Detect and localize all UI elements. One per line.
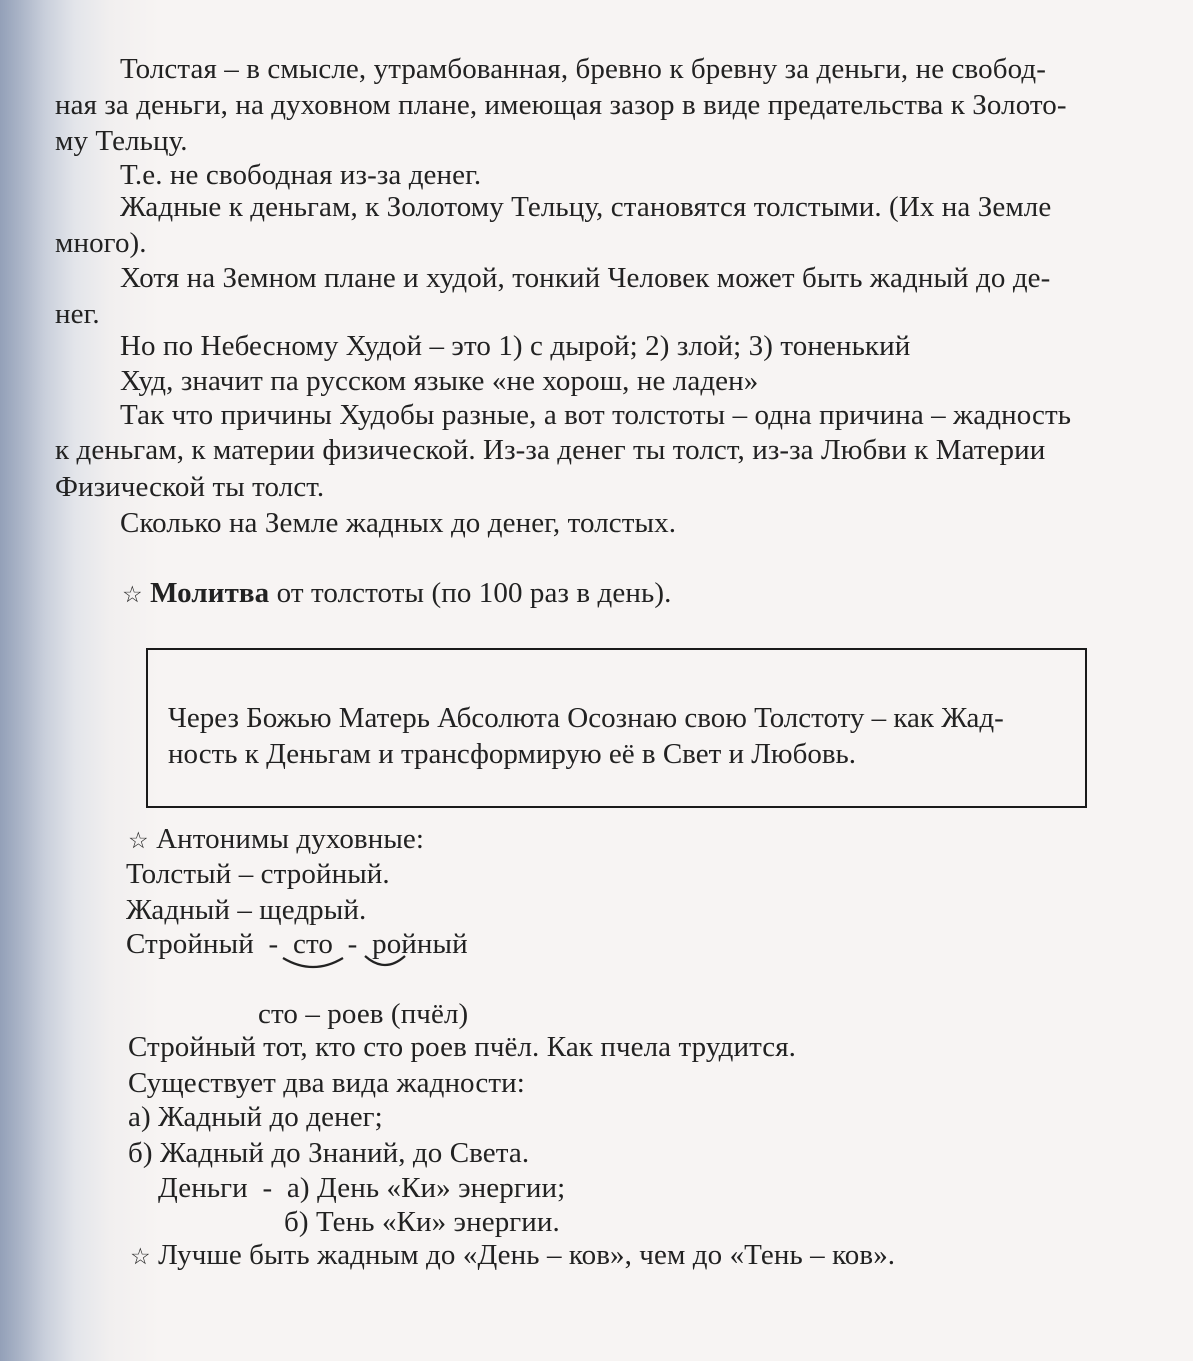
text-line: Толстый – стройный. (126, 858, 390, 890)
text-line: му Тельцу. (55, 125, 188, 157)
prayer-box (146, 648, 1087, 808)
star-icon: ☆ (122, 582, 143, 608)
final-line (130, 1238, 895, 1274)
text-line: Стройный тот, кто сто роев пчёл. Как пчела трудится. (128, 1031, 796, 1063)
antonyms-heading (128, 822, 424, 858)
antonyms-heading-text: Антонимы духовные: (156, 823, 425, 855)
text-line: Стройный - сто - ройный (126, 928, 468, 960)
word-split-arcs (275, 950, 415, 980)
text-line: к деньгам, к материи физической. Из-за денег ты толст, из-за Любви к Материи (55, 434, 1046, 466)
text-line: ная за деньги, на духовном плане, имеющая зазор в виде предательства к Золото- (55, 89, 1067, 121)
text-line: сто – роев (пчёл) (258, 998, 469, 1030)
text-line: нег. (55, 298, 100, 330)
star-icon: ☆ (130, 1244, 151, 1270)
prayer-heading-bold: Молитва (150, 577, 270, 609)
text-line: б) Тень «Ки» энергии. (284, 1206, 560, 1238)
text-line: б) Жадный до Знаний, до Света. (128, 1137, 530, 1169)
prayer-heading-rest: от толстоты (по 100 раз в день). (269, 577, 672, 609)
text-line: Толстая – в смысле, утрамбованная, бревно к бревну за деньги, не свобод- (120, 53, 1046, 85)
text-line: Деньги - а) День «Ки» энергии; (158, 1172, 566, 1204)
text-line: много). (55, 227, 147, 259)
final-line-text: Лучше быть жадным до «День – ков», чем до «Тень – ков». (158, 1239, 896, 1271)
prayer-heading (122, 576, 671, 612)
text-line: Существует два вида жадности: (128, 1067, 525, 1099)
star-icon: ☆ (128, 828, 149, 854)
text-line: Хотя на Земном плане и худой, тонкий Человек может быть жадный до де- (120, 262, 1051, 294)
text-line: Но по Небесному Худой – это 1) с дырой; 2) злой; 3) тоненький (120, 330, 911, 362)
text-line: Т.е. не свободная из-за денег. (120, 159, 482, 191)
text-line: Физической ты толст. (55, 471, 325, 503)
text-line: Жадные к деньгам, к Золотому Тельцу, становятся толстыми. (Их на Земле (120, 191, 1052, 223)
prayer-line: ность к Деньгам и трансформирую её в Свет и Любовь. (168, 738, 857, 770)
text-line: Худ, значит па русском языке «не хорош, не ладен» (120, 365, 759, 397)
text-line: Так что причины Худобы разные, а вот толстоты – одна причина – жадность (120, 399, 1072, 431)
text-line: Сколько на Земле жадных до денег, толстых. (120, 507, 677, 539)
prayer-text (168, 700, 1068, 772)
text-line: а) Жадный до денег; (128, 1101, 383, 1133)
prayer-line: Через Божью Матерь Абсолюта Осознаю свою Толстоту – как Жад- (168, 702, 1004, 734)
text-line: Жадный – щедрый. (126, 894, 367, 926)
